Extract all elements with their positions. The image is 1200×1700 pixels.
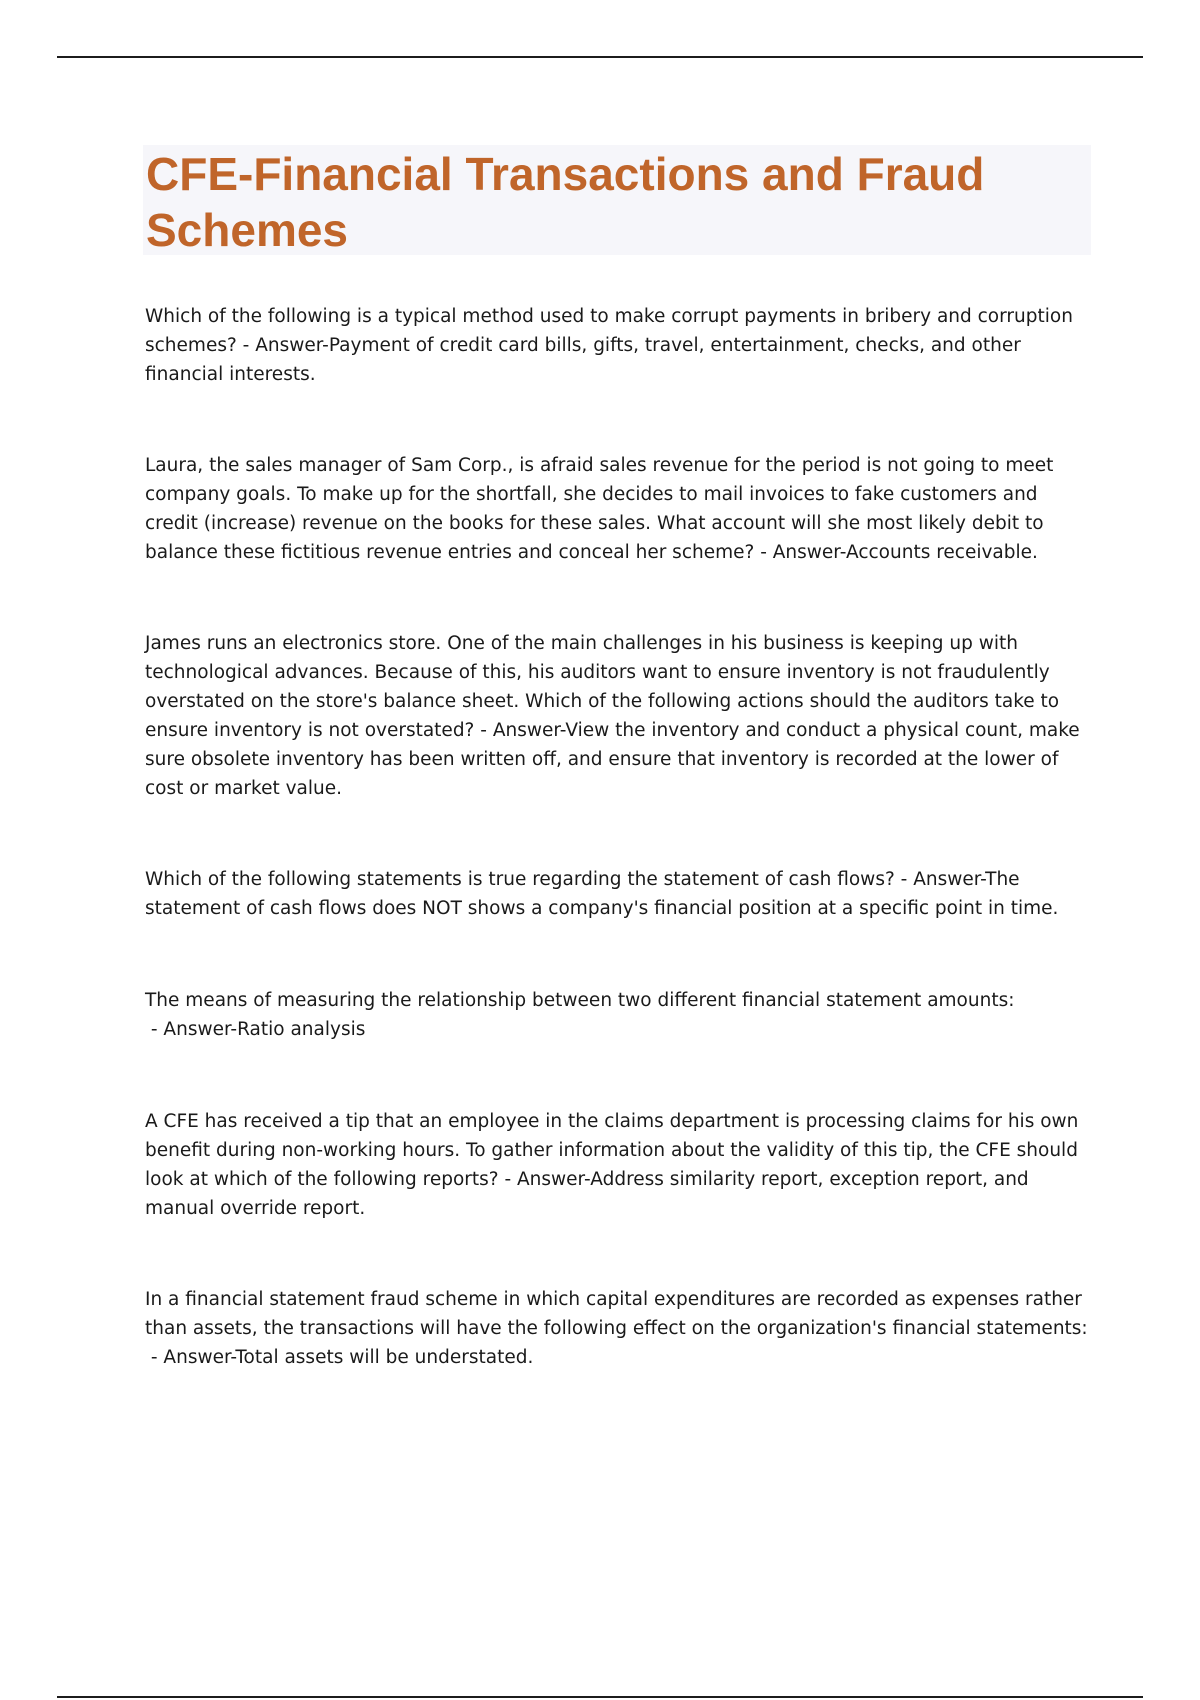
answer-text: Address similarity report, exception report, and manual override report. [145, 1169, 1029, 1219]
answer-separator: - Answer- [754, 542, 846, 563]
answer-text: Payment of credit card bills, gifts, travel, entertainment, checks, and other financial interests. [145, 335, 1021, 385]
question-text: Which of the following is a typical method used to make corrupt payments in bribery and corruption schemes? [145, 306, 1073, 356]
answer-separator: - Answer- [145, 1019, 238, 1040]
answer-separator: - Answer- [145, 1347, 236, 1368]
answer-separator: - Answer- [498, 1169, 591, 1190]
question-text: The means of measuring the relationship between two different financial statement amounts: [145, 990, 1015, 1011]
qa-entry-6 [145, 1107, 1095, 1223]
bottom-rule [57, 1696, 1143, 1698]
document-title: CFE-Financial Transactions and Fraud Schemes [146, 148, 985, 256]
answer-separator: - Answer- [236, 335, 329, 356]
answer-text: Accounts receivable. [846, 542, 1038, 563]
qa-entry-5 [145, 986, 1095, 1044]
qa-entry-4 [145, 865, 1095, 923]
qa-entry-2 [145, 451, 1095, 567]
answer-text: Total assets will be understated. [235, 1347, 534, 1368]
top-rule [57, 56, 1143, 58]
question-text: A CFE has received a tip that an employee in the claims department is processing claims for his own benefit during non-working hours. To gather information about the validity of this tip, the CFE should look at which of the following reports? [145, 1111, 1079, 1190]
question-text: Which of the following statements is true regarding the statement of cash flows? [145, 869, 895, 890]
question-text: Laura, the sales manager of Sam Corp., is afraid sales revenue for the period is not going to meet company goals. To make up for the shortfall, she decides to mail invoices to fake customers and credit (increase) revenue on the books for these sales. What account will she most likely debit to balance these fictitious revenue entries and conceal her scheme? [145, 455, 1054, 563]
qa-entry-7 [145, 1285, 1095, 1372]
answer-text: Ratio analysis [237, 1019, 366, 1040]
answer-text: View the inventory and conduct a physical count, make sure obsolete inventory has been written off, and ensure that inventory is recorded at the lower of cost or market value. [145, 720, 1080, 799]
qa-entry-1 [145, 302, 1095, 389]
question-text: James runs an electronics store. One of the main challenges in his business is keeping up with technological advances. Because of this, his auditors want to ensure inventory is not fraudulently overstated on the store's balance sheet. Which of the following actions should the auditors take to ensure inventory is not overstated? [145, 633, 1060, 741]
answer-separator: - Answer- [894, 869, 986, 890]
answer-separator: - Answer- [474, 720, 566, 741]
answer-text: The statement of cash flows does NOT shows a company's financial position at a specific point in time. [145, 869, 1059, 919]
qa-entry-3 [145, 629, 1095, 803]
question-text: In a financial statement fraud scheme in which capital expenditures are recorded as expenses rather than assets, the transactions will have the following effect on the organization's financial statements: [145, 1289, 1088, 1339]
